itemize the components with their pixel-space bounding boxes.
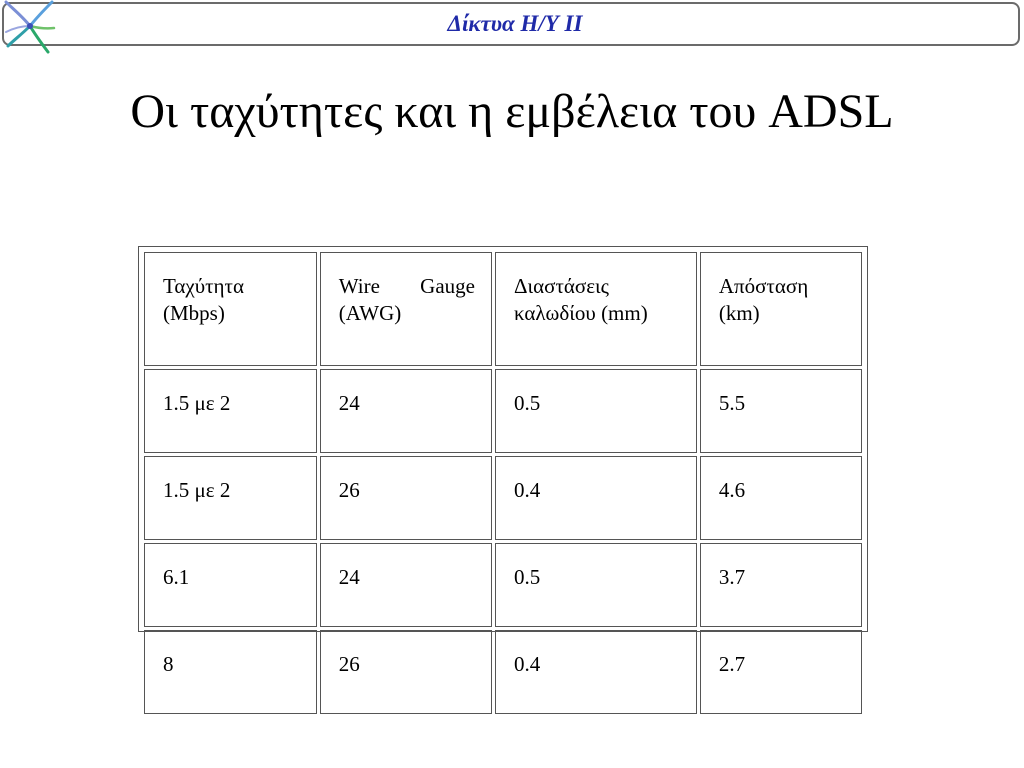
table-cell: 24 <box>320 369 492 453</box>
table-row <box>144 543 862 627</box>
table-row <box>144 630 862 714</box>
table-cell: 0.5 <box>495 543 697 627</box>
table-cell: 2.7 <box>700 630 862 714</box>
header-cell-line: Απόσταση <box>718 274 809 298</box>
header-cell-line: (Mbps) <box>163 301 225 326</box>
table-header-row <box>144 252 862 366</box>
table-cell: 3.7 <box>700 543 862 627</box>
table-cell: 26 <box>320 630 492 714</box>
star-logo-icon <box>4 0 56 54</box>
table-cell: 6.1 <box>144 543 317 627</box>
header-cell-line: Wire Gauge <box>338 274 475 298</box>
table-header-cell <box>144 252 317 366</box>
slide-title: Οι ταχύτητες και η εμβέλεια του ADSL <box>130 85 894 138</box>
table-cell: 8 <box>144 630 317 714</box>
header-bar <box>2 2 1020 46</box>
table-cell: 24 <box>320 543 492 627</box>
table-cell: 0.4 <box>495 456 697 540</box>
table-header-cell <box>700 252 862 366</box>
table-cell: 1.5 με 2 <box>144 456 317 540</box>
data-table <box>141 249 865 717</box>
header-cell-line: (AWG) <box>338 301 402 326</box>
header-cell-line: Ταχύτητα <box>163 274 244 298</box>
table-cell: 0.5 <box>495 369 697 453</box>
table-cell: 26 <box>320 456 492 540</box>
header-cell-line: Διαστάσεις <box>513 274 609 298</box>
table-cell: 0.4 <box>495 630 697 714</box>
header-title: Δίκτυα Η/Υ ΙΙ <box>447 11 583 36</box>
table-cell: 1.5 με 2 <box>144 369 317 453</box>
table-row <box>144 369 862 453</box>
header-cell-line: (km) <box>718 301 760 326</box>
table-row <box>144 456 862 540</box>
table-header-cell <box>320 252 492 366</box>
table-cell: 4.6 <box>700 456 862 540</box>
header-cell-line: καλωδίου (mm) <box>513 301 648 326</box>
data-table-frame <box>138 246 868 676</box>
table-header-cell <box>495 252 697 366</box>
table-cell: 5.5 <box>700 369 862 453</box>
